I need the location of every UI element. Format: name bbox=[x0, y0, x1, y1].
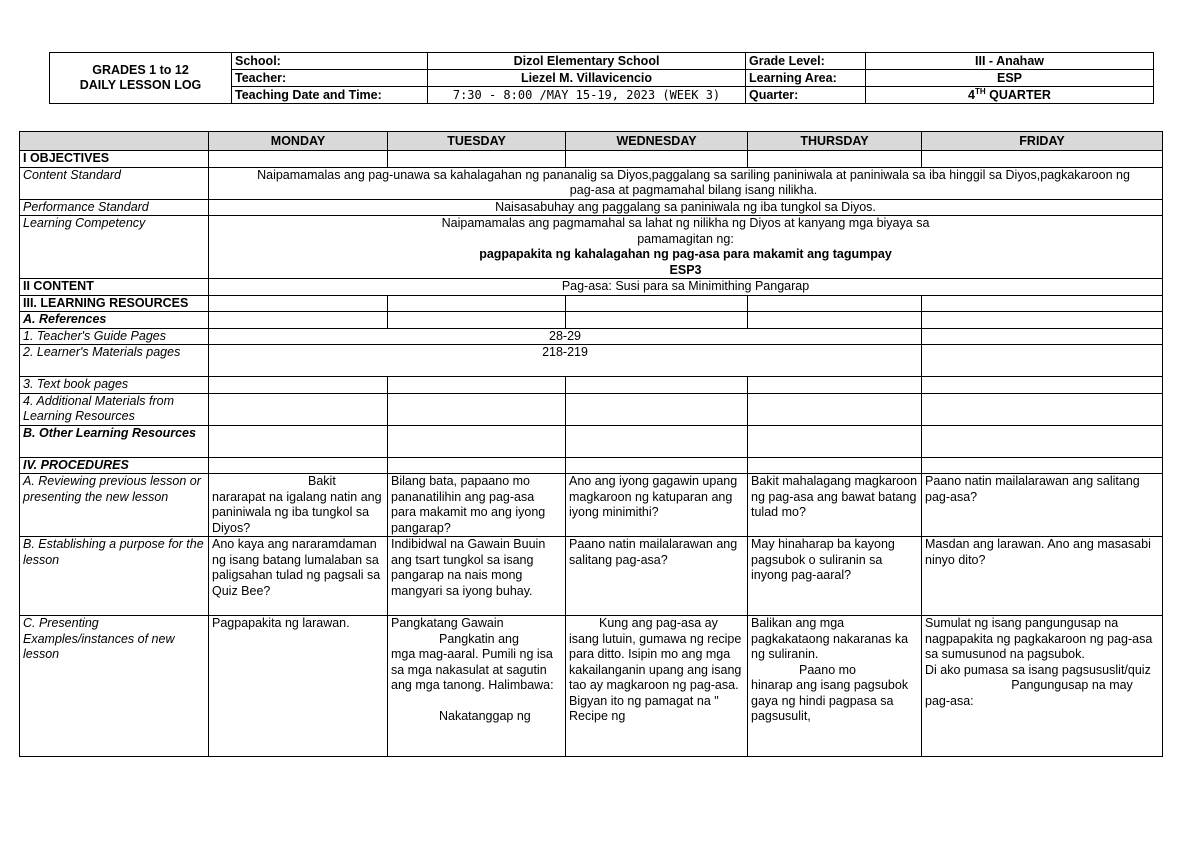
header-table bbox=[49, 52, 1154, 104]
procedure-b-tuesday: Indibidwal na Gawain Buuin ang tsart tungkol sa isang pangarap na nais mong mangyari sa iyong buhay. bbox=[388, 537, 566, 616]
date-value: 7:30 - 8:00 /MAY 15-19, 2023 (WEEK 3) bbox=[428, 87, 746, 104]
performance-standard-label: Performance Standard bbox=[20, 199, 209, 216]
procedures-row bbox=[20, 457, 1163, 474]
procedure-c-thursday bbox=[748, 616, 922, 757]
school-value: Dizol Elementary School bbox=[428, 53, 746, 70]
other-resources-label: B. Other Learning Resources bbox=[20, 425, 209, 457]
competency-line-2: pamamagitan ng: bbox=[637, 231, 734, 246]
procedure-a-monday-line-2: nararapat na igalang natin ang paniniwala ng iba tungkol sa Diyos? bbox=[212, 489, 382, 535]
performance-standard-row bbox=[20, 199, 1163, 216]
procedure-a-tuesday: Bilang bata, papaano mo pananatilihin ang pag-asa para makamit mo ang iyong pangarap? bbox=[388, 474, 566, 537]
content-standard-label: Content Standard bbox=[20, 167, 209, 199]
objectives-row bbox=[20, 151, 1163, 168]
procedure-c-wednesday-line-2: isang lutuin, gumawa ng recipe para ditto. Isipin mo ang mga kakailanganin upang ang isang tao ay magkaroon ng pag-asa. Bigyan ito ng pamagat na " Recipe ng bbox=[569, 631, 742, 723]
additional-materials-label: 4. Additional Materials from Learning Resources bbox=[20, 393, 209, 425]
quarter-superscript: TH bbox=[975, 86, 986, 96]
procedure-c-wednesday-line-1: Kung ang pag-asa ay bbox=[599, 616, 718, 630]
procedure-c-row bbox=[20, 616, 1163, 757]
teacher-value: Liezel M. Villavicencio bbox=[428, 70, 746, 87]
content-standard-row bbox=[20, 167, 1163, 199]
lesson-log-table bbox=[19, 131, 1163, 757]
other-resources-row bbox=[20, 425, 1163, 457]
performance-standard-text: Naisasabuhay ang paggalang sa paniniwala ng iba tungkol sa Diyos. bbox=[209, 199, 1163, 216]
day-tuesday: TUESDAY bbox=[388, 132, 566, 151]
content-text: Pag-asa: Susi para sa Minimithing Pangarap bbox=[209, 279, 1163, 296]
procedure-b-label: B. Establishing a purpose for the lesson bbox=[20, 537, 209, 616]
grade-label: Grade Level: bbox=[746, 53, 866, 70]
procedure-c-friday-line-2: Di ako pumasa sa isang pagsususlit/quiz bbox=[925, 662, 1151, 677]
days-header-row bbox=[20, 132, 1163, 151]
textbook-row bbox=[20, 377, 1163, 394]
references-label: A. References bbox=[20, 312, 209, 329]
procedure-c-friday-line-1: Sumulat ng isang pangungusap na nagpapakita ng pagkakaroon ng pag-asa sa sumusunod na pagsubok. bbox=[925, 616, 1153, 661]
procedure-c-label: C. Presenting Examples/instances of new lesson bbox=[20, 616, 209, 757]
competency-text bbox=[209, 216, 1163, 279]
learners-materials-row bbox=[20, 345, 1163, 377]
additional-materials-row bbox=[20, 393, 1163, 425]
teachers-guide-label: 1. Teacher's Guide Pages bbox=[20, 328, 209, 345]
competency-line-1: Naipamamalas ang pagmamahal sa lahat ng nilikha ng Diyos at kanyang mga biyaya sa bbox=[441, 216, 930, 230]
procedure-a-monday bbox=[209, 474, 388, 537]
content-label: II CONTENT bbox=[20, 279, 209, 296]
procedure-b-wednesday: Paano natin mailalarawan ang salitang pag-asa? bbox=[566, 537, 748, 616]
procedure-a-thursday: Bakit mahalagang magkaroon ng pag-asa ang bawat batang tulad mo? bbox=[748, 474, 922, 537]
procedure-a-label: A. Reviewing previous lesson or presenting the new lesson bbox=[20, 474, 209, 537]
learners-materials-value: 218-219 bbox=[209, 345, 922, 377]
day-monday: MONDAY bbox=[209, 132, 388, 151]
procedure-b-friday: Masdan ang larawan. Ano ang masasabi ninyo dito? bbox=[922, 537, 1163, 616]
competency-line-3: pagpapakita ng kahalagahan ng pag-asa para makamit ang tagumpay bbox=[479, 247, 892, 261]
procedure-c-monday: Pagpapakita ng larawan. bbox=[209, 616, 388, 757]
quarter-text: QUARTER bbox=[985, 88, 1051, 102]
teachers-guide-row bbox=[20, 328, 1163, 345]
textbook-label: 3. Text book pages bbox=[20, 377, 209, 394]
resources-row bbox=[20, 295, 1163, 312]
grade-value: III - Anahaw bbox=[866, 53, 1154, 70]
procedure-c-wednesday bbox=[566, 616, 748, 757]
procedure-c-tuesday-line-4: Nakatanggap ng bbox=[439, 708, 531, 723]
procedure-c-thursday-line-1: Balikan ang mga pagkakataong nakaranas ka ng suliranin. bbox=[751, 616, 909, 661]
procedure-b-row bbox=[20, 537, 1163, 616]
day-wednesday: WEDNESDAY bbox=[566, 132, 748, 151]
date-label: Teaching Date and Time: bbox=[232, 87, 428, 104]
objectives-label: I OBJECTIVES bbox=[20, 151, 209, 168]
procedure-a-wednesday: Ano ang iyong gagawin upang magkaroon ng katuparan ang iyong minimithi? bbox=[566, 474, 748, 537]
procedure-c-tuesday-line-1: Pangkatang Gawain bbox=[391, 616, 504, 630]
procedure-c-friday bbox=[922, 616, 1163, 757]
teachers-guide-value: 28-29 bbox=[209, 328, 922, 345]
procedure-b-monday: Ano kaya ang nararamdaman ng isang batang lumalaban sa paligsahan tulad ng pagsali sa Quiz Bee? bbox=[209, 537, 388, 616]
procedure-b-thursday: May hinaharap ba kayong pagsubok o suliranin sa inyong pag-aaral? bbox=[748, 537, 922, 616]
learners-materials-label: 2. Learner's Materials pages bbox=[20, 345, 209, 377]
competency-row bbox=[20, 216, 1163, 279]
quarter-number: 4 bbox=[968, 88, 975, 102]
procedure-c-friday-line-4: pag-asa: bbox=[925, 693, 974, 708]
content-standard-text: Naipamamalas ang pag-unawa sa kahalagahan ng pananalig sa Diyos,paggalang sa sariling paniniwala at paniniwala sa iba hinggil sa Diyos,pagkakaroon ng pag-asa at pagmamahal bilang isang nilikha. bbox=[209, 167, 1163, 199]
procedures-label: IV. PROCEDURES bbox=[20, 457, 209, 474]
competency-line-4: ESP3 bbox=[669, 262, 702, 277]
competency-label: Learning Competency bbox=[20, 216, 209, 279]
references-row bbox=[20, 312, 1163, 329]
quarter-label: Quarter: bbox=[746, 87, 866, 104]
title-line-1: GRADES 1 to 12 bbox=[92, 63, 189, 77]
area-label: Learning Area: bbox=[746, 70, 866, 87]
procedure-a-monday-line-1: Bakit bbox=[308, 474, 336, 488]
title-line-2: DAILY LESSON LOG bbox=[79, 78, 202, 92]
dll-title bbox=[50, 53, 232, 104]
procedure-c-tuesday-line-3: mga mag-aaral. Pumili ng isa sa mga nakasulat at sagutin ang mga tanong. Halimbawa: bbox=[391, 647, 554, 692]
procedure-c-thursday-line-3: hinarap ang isang pagsubok gaya ng hindi pagpasa sa pagsusulit, bbox=[751, 678, 909, 723]
content-row bbox=[20, 279, 1163, 296]
procedure-c-friday-line-3: Pangungusap na may bbox=[1011, 678, 1133, 692]
resources-label: III. LEARNING RESOURCES bbox=[20, 295, 209, 312]
procedure-a-friday: Paano natin mailalarawan ang salitang pag-asa? bbox=[922, 474, 1163, 537]
procedure-c-tuesday-line-2: Pangkatin ang bbox=[439, 631, 519, 646]
area-value: ESP bbox=[866, 70, 1154, 87]
quarter-value bbox=[866, 87, 1154, 104]
school-label: School: bbox=[232, 53, 428, 70]
procedure-c-tuesday bbox=[388, 616, 566, 757]
corner-cell bbox=[20, 132, 209, 151]
procedure-c-thursday-line-2: Paano mo bbox=[799, 662, 856, 677]
procedure-a-row bbox=[20, 474, 1163, 537]
teacher-label: Teacher: bbox=[232, 70, 428, 87]
day-friday: FRIDAY bbox=[922, 132, 1163, 151]
day-thursday: THURSDAY bbox=[748, 132, 922, 151]
